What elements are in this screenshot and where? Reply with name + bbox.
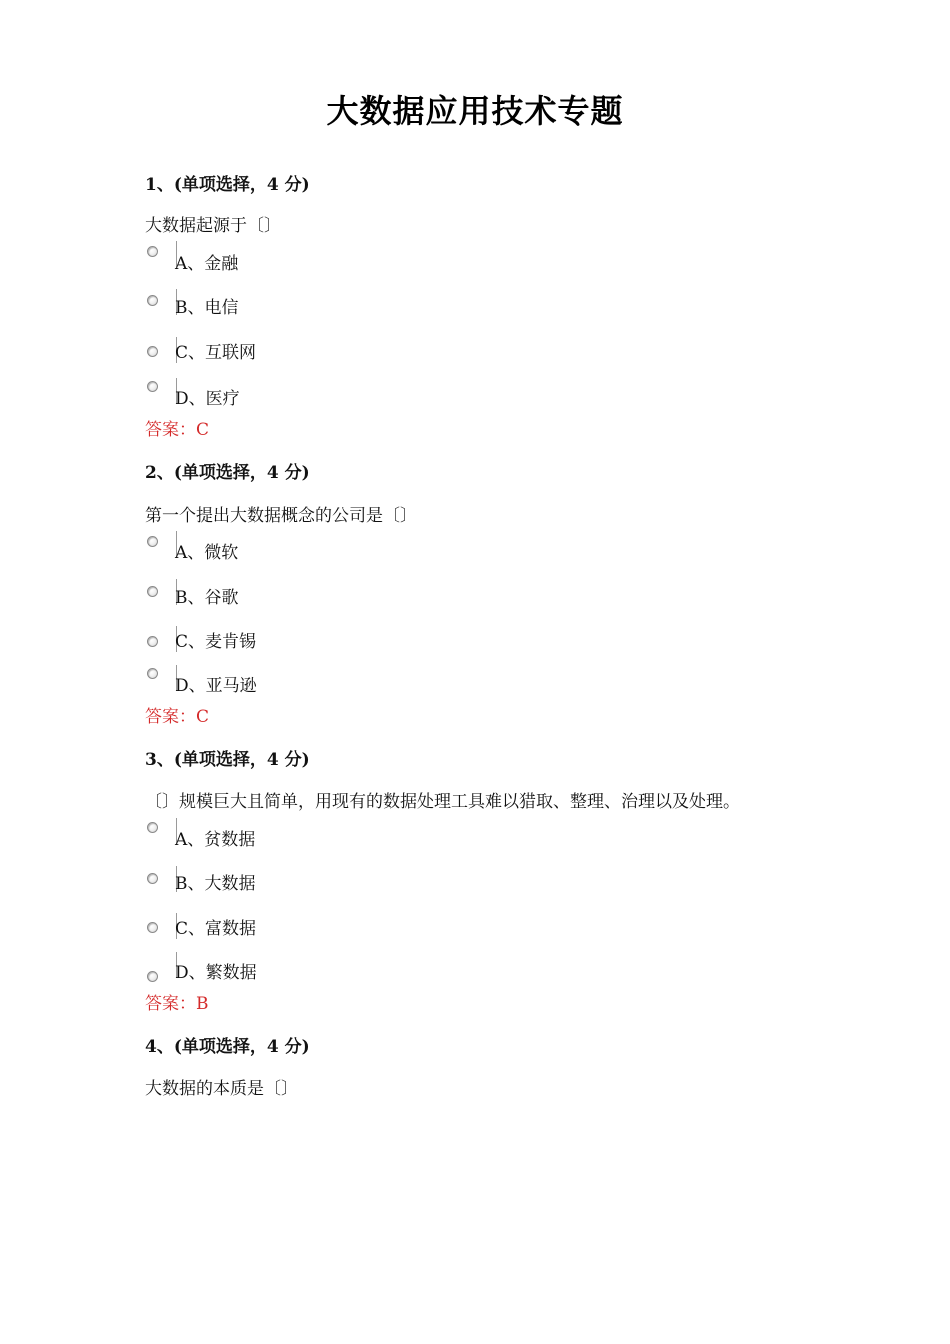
page-title: 大数据应用技术专题 <box>326 92 624 130</box>
radio-button[interactable] <box>147 971 158 982</box>
answer-text: 答案：C <box>145 707 210 727</box>
question-header: 4、(单项选择，4 分) <box>145 1037 310 1057</box>
question-stem: 大数据起源于〔〕 <box>145 216 281 236</box>
option-label: C、富数据 <box>175 919 257 939</box>
radio-button[interactable] <box>147 346 158 357</box>
question-stem: 大数据的本质是〔〕 <box>145 1079 298 1099</box>
radio-button[interactable] <box>147 873 158 884</box>
answer-text: 答案：B <box>145 994 209 1014</box>
radio-button[interactable] <box>147 636 158 647</box>
option-label: A、贫数据 <box>175 830 256 850</box>
question-header: 1、(单项选择，4 分) <box>145 175 310 195</box>
radio-button[interactable] <box>147 536 158 547</box>
option-label: B、电信 <box>175 298 239 318</box>
option-label: C、互联网 <box>175 343 257 363</box>
radio-button[interactable] <box>147 586 158 597</box>
option-label: A、微软 <box>175 543 239 563</box>
radio-button[interactable] <box>147 922 158 933</box>
option-label: B、大数据 <box>175 874 256 894</box>
option-label: D、亚马逊 <box>175 676 257 696</box>
option-label: D、医疗 <box>175 389 240 409</box>
radio-button[interactable] <box>147 295 158 306</box>
question-header: 3、(单项选择，4 分) <box>145 750 310 770</box>
radio-button[interactable] <box>147 246 158 257</box>
option-label: A、金融 <box>175 254 239 274</box>
option-label: C、麦肯锡 <box>175 632 257 652</box>
option-label: B、谷歌 <box>175 588 239 608</box>
answer-text: 答案：C <box>145 420 210 440</box>
option-label: D、繁数据 <box>175 963 257 983</box>
radio-button[interactable] <box>147 668 158 679</box>
radio-button[interactable] <box>147 381 158 392</box>
radio-button[interactable] <box>147 822 158 833</box>
question-stem: 〔〕规模巨大且简单，用现有的数据处理工具难以猎取、整理、治理以及处理。 <box>145 792 740 812</box>
question-stem: 第一个提出大数据概念的公司是〔〕 <box>145 506 417 526</box>
question-header: 2、(单项选择，4 分) <box>145 463 310 483</box>
